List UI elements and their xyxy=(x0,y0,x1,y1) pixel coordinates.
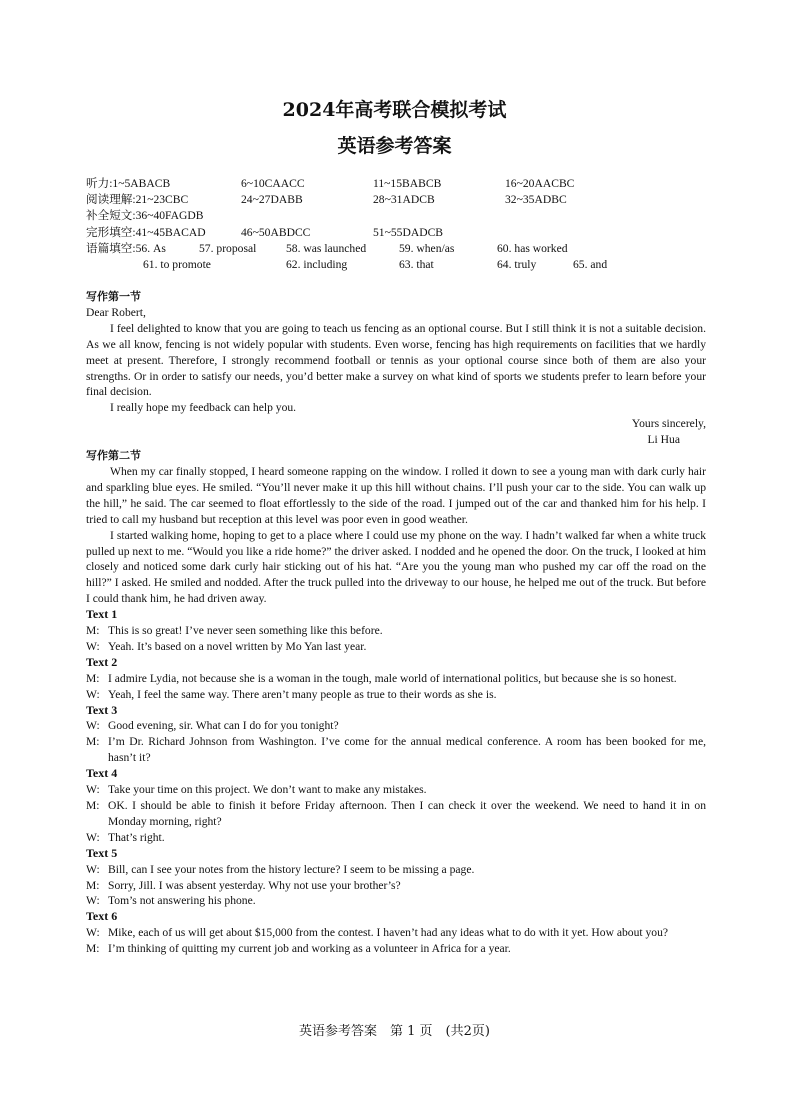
writing-section-2-heading: 写作第二节 xyxy=(86,449,141,463)
writing-section-1-heading: 写作第一节 xyxy=(86,290,141,303)
dialogue-line xyxy=(86,941,706,957)
answer-row-listening xyxy=(86,176,716,192)
speaker: W: xyxy=(86,639,100,653)
answer-cell: 语篇填空:56. As xyxy=(86,241,166,255)
answer-cell: 24~27DABB xyxy=(241,193,303,207)
page-title: 2024年高考联合模拟考试 xyxy=(282,99,507,121)
speaker: M: xyxy=(86,624,100,638)
dialogue-line xyxy=(86,718,706,734)
answer-cell: 59. when/as xyxy=(399,241,455,255)
answer-row-cloze xyxy=(86,225,716,241)
story-paragraph: I started walking home, hoping to get to a place where I could use my phone on the way. I hadn’t walked far when a white truck pulled up next to me. “Would you like a ride home?” the driver asked. I nodded and he opened the door. On the truck, I looked at him closely and noticed some dark curly hair sticking out of his hat. “Are you the young man who pushed my car off the road on the hill?” I asked. He smiled and nodded. After the truck pulled into the driveway to our house, he helped me out of the truck. But before I could thank him, he had driven away. xyxy=(86,528,706,606)
letter-paragraph: I really hope my feedback can help you. xyxy=(110,401,297,415)
answer-key xyxy=(86,176,716,273)
answer-cell: 补全短文:36~40FAGDB xyxy=(86,209,204,223)
dialogue-text: I’m Dr. Richard Johnson from Washington. I’ve come for the annual medical conference. A room has been booked for me, hasn’t it? xyxy=(108,735,706,765)
transcript-label: Text 2 xyxy=(86,654,118,669)
transcript-label: Text 4 xyxy=(86,766,118,781)
dialogue-text: I’m thinking of quitting my current job and working as a volunteer in Africa for a year. xyxy=(108,942,511,956)
transcript-label: Text 1 xyxy=(86,607,118,622)
speaker: W: xyxy=(86,830,100,844)
dialogue-line xyxy=(86,623,706,639)
speaker: W: xyxy=(86,719,100,733)
answer-cell: 阅读理解:21~23CBC xyxy=(86,193,189,207)
answer-cell: 28~31ADCB xyxy=(373,193,435,207)
answer-cell: 61. to promote xyxy=(143,257,211,271)
speaker: M: xyxy=(86,671,100,685)
dialogue-text: That’s right. xyxy=(108,830,165,844)
letter-greeting: Dear Robert, xyxy=(86,305,146,319)
answer-row-reading xyxy=(86,192,716,208)
letter-paragraph: I feel delighted to know that you are going to teach us fencing as an optional course. But I still think it is not a suitable decision. As we all know, fencing is not widely popular with students. Even worse, fencing has high requirements on facilities that we hardly meet at present. Therefore, I strongly recommend football or tennis as your optional course since both of them are also your strengths. Or in order to satisfy our needs, you’d better make a survey on what kind of sports we students prefer to learn before your final decision. xyxy=(86,321,706,399)
answer-cell: 完形填空:41~45BACAD xyxy=(86,225,206,239)
answer-cell: 51~55DADCB xyxy=(373,225,444,239)
page-footer: 英语参考答案 第 1 页 (共2页) xyxy=(299,1024,490,1039)
letter-signature: Li Hua xyxy=(647,433,680,447)
dialogue-line xyxy=(86,671,706,687)
dialogue-text: Mike, each of us will get about $15,000 from the contest. I haven’t had any ideas what to do with it yet. How about you? xyxy=(108,926,669,940)
answer-cell: 62. including xyxy=(286,257,348,271)
letter-closing: Yours sincerely, xyxy=(631,417,706,431)
answer-cell: 听力:1~5ABACB xyxy=(86,177,171,190)
answer-cell: 6~10CAACC xyxy=(241,177,305,190)
dialogue-line xyxy=(86,893,706,909)
dialogue-text: Yeah, I feel the same way. There aren’t many people as true to their words as she is. xyxy=(108,687,497,701)
transcript-label: Text 3 xyxy=(86,702,118,717)
content-body xyxy=(86,289,706,957)
answer-cell: 57. proposal xyxy=(199,241,257,255)
speaker: M: xyxy=(86,799,100,812)
answer-cell: 63. that xyxy=(399,257,434,271)
speaker: M: xyxy=(86,735,100,749)
answer-cell: 32~35ADBC xyxy=(505,193,567,207)
speaker: W: xyxy=(86,687,100,701)
answer-cell: 46~50ABDCC xyxy=(241,225,311,239)
dialogue-text: OK. I should be able to finish it before Friday afternoon. Then I can check it over the weekend. We need to hand it in on Monday morning, right? xyxy=(108,799,706,828)
dialogue-line xyxy=(86,925,706,941)
answer-row-grammar xyxy=(86,241,716,257)
answer-cell: 60. has worked xyxy=(497,241,568,255)
answer-row-completion xyxy=(86,208,716,224)
dialogue-line xyxy=(86,878,706,894)
dialogue-text: Good evening, sir. What can I do for you tonight? xyxy=(108,719,339,733)
dialogue-line xyxy=(86,734,706,766)
dialogue-text: Yeah. It’s based on a novel written by Mo Yan last year. xyxy=(108,639,367,653)
dialogue-line xyxy=(86,830,706,846)
answer-cell: 11~15BABCB xyxy=(373,177,442,190)
speaker: W: xyxy=(86,894,100,908)
transcript-label: Text 5 xyxy=(86,845,118,860)
transcript-label: Text 6 xyxy=(86,909,118,924)
page-subtitle: 英语参考答案 xyxy=(337,135,452,157)
dialogue-text: This is so great! I’ve never seen something like this before. xyxy=(108,624,383,638)
answer-cell: 58. was launched xyxy=(286,241,367,255)
dialogue-line xyxy=(86,782,706,798)
dialogue-text: Sorry, Jill. I was absent yesterday. Why not use your brother’s? xyxy=(108,878,401,892)
dialogue-line xyxy=(86,687,706,703)
dialogue-line xyxy=(86,639,706,655)
speaker: M: xyxy=(86,878,100,892)
speaker: W: xyxy=(86,862,100,876)
dialogue-text: Take your time on this project. We don’t want to make any mistakes. xyxy=(108,783,427,797)
answer-cell: 16~20AACBC xyxy=(505,177,575,190)
dialogue-line xyxy=(86,798,706,830)
dialogue-line xyxy=(86,862,706,878)
story-paragraph: When my car finally stopped, I heard someone rapping on the window. I rolled it down to see a young man with dark curly hair and sparkling blue eyes. He smiled. “You’ll never make it up this hill without chains. I’ll push your car to the side. You can walk up the hill,” he said. The car seemed to float effortlessly to the side of the road. I jumped out of the car and thanked him for his help. I tried to call my husband but reception at this level was poor even in good weather. xyxy=(86,464,706,526)
speaker: W: xyxy=(86,926,100,940)
answer-cell: 64. truly xyxy=(497,257,537,271)
answer-cell: 65. and xyxy=(573,257,608,271)
dialogue-text: Tom’s not answering his phone. xyxy=(108,894,256,908)
dialogue-text: Bill, can I see your notes from the history lecture? I seem to be missing a page. xyxy=(108,862,475,876)
answer-row-grammar-2 xyxy=(86,257,716,273)
speaker: M: xyxy=(86,942,100,956)
dialogue-text: I admire Lydia, not because she is a woman in the tough, male world of international politics, but because she is so honest. xyxy=(108,671,677,685)
speaker: W: xyxy=(86,783,100,797)
